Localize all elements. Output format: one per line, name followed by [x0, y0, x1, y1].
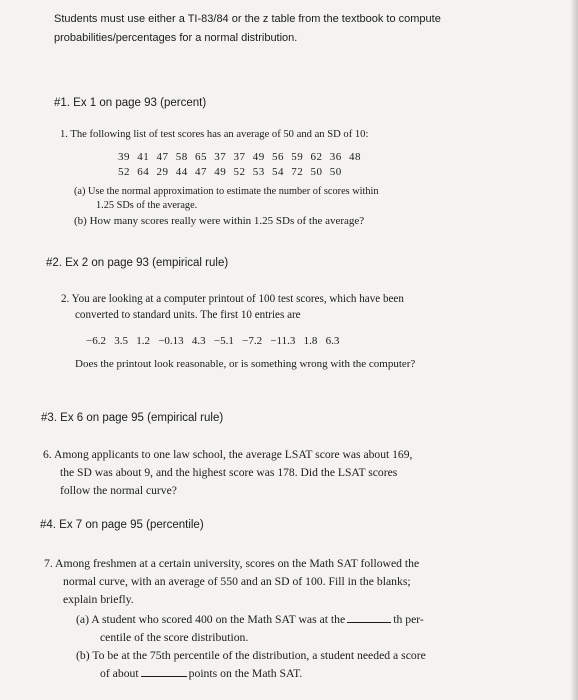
- q7-instruction: explain briefly.: [63, 593, 134, 606]
- intro-line-1: Students must use either a TI-83/84 or the z table from the textbook to compute: [54, 13, 441, 25]
- q7-part-b: (b) To be at the 75th percentile of the distribution, a student needed a score: [76, 649, 426, 662]
- q7-part-b-prefix: of about: [100, 667, 139, 680]
- q6-stem-cont: the SD was about 9, and the highest score was 178. Did the LSAT scores: [60, 466, 398, 479]
- q7-part-a-cont: centile of the score distribution.: [100, 631, 249, 644]
- intro-text: [54, 10, 441, 48]
- q1-part-b: (b) How many scores really were within 1.25 SDs of the average?: [74, 215, 365, 227]
- q7-part-a-text: (a) A student who scored 400 on the Math SAT was at the: [76, 613, 346, 626]
- q2-question: Does the printout look reasonable, or is something wrong with the computer?: [75, 358, 416, 370]
- q7-part-b-cont: [100, 665, 302, 682]
- scan-edge-shadow: [570, 0, 578, 700]
- q7-stem-cont: normal curve, with an average of 550 and an SD of 100. Fill in the blanks;: [63, 575, 411, 588]
- section-1-header: #1. Ex 1 on page 93 (percent): [54, 97, 207, 109]
- q7-part-a-blank[interactable]: [347, 612, 391, 623]
- q7-stem: 7. Among freshmen at a certain university, scores on the Math SAT followed the: [44, 557, 420, 570]
- q1-part-a-cont: 1.25 SDs of the average.: [96, 200, 198, 211]
- q2-stem-cont: converted to standard units. The first 10 entries are: [75, 309, 301, 321]
- intro-line-2: probabilities/percentages for a normal distribution.: [54, 32, 298, 44]
- q1-part-a: (a) Use the normal approximation to estimate the number of scores within: [74, 186, 379, 197]
- q7-part-a: [76, 611, 424, 628]
- q2-standard-units: −6.2 3.5 1.2 −0.13 4.3 −5.1 −7.2 −11.3 1.8 6.3: [86, 335, 340, 347]
- q6-stem: 6. Among applicants to one law school, the average LSAT score was about 169,: [43, 448, 413, 461]
- section-3-header: #3. Ex 6 on page 95 (empirical rule): [41, 412, 224, 424]
- q6-question: follow the normal curve?: [60, 484, 177, 497]
- q1-scores-row-1: 39 41 47 58 65 37 37 49 56 59 62 36 48: [118, 151, 361, 163]
- q7-part-b-blank[interactable]: [141, 666, 187, 677]
- q7-part-a-suffix: th per-: [393, 613, 424, 626]
- q1-stem: 1. The following list of test scores has an average of 50 and an SD of 10:: [60, 129, 369, 140]
- q7-part-b-suffix: points on the Math SAT.: [188, 667, 303, 680]
- q1-scores-row-2: 52 64 29 44 47 49 52 53 54 72 50 50: [118, 166, 342, 178]
- section-2-header: #2. Ex 2 on page 93 (empirical rule): [46, 257, 229, 269]
- section-4-header: #4. Ex 7 on page 95 (percentile): [40, 519, 204, 531]
- q2-stem: 2. You are looking at a computer printout of 100 test scores, which have been: [61, 293, 404, 305]
